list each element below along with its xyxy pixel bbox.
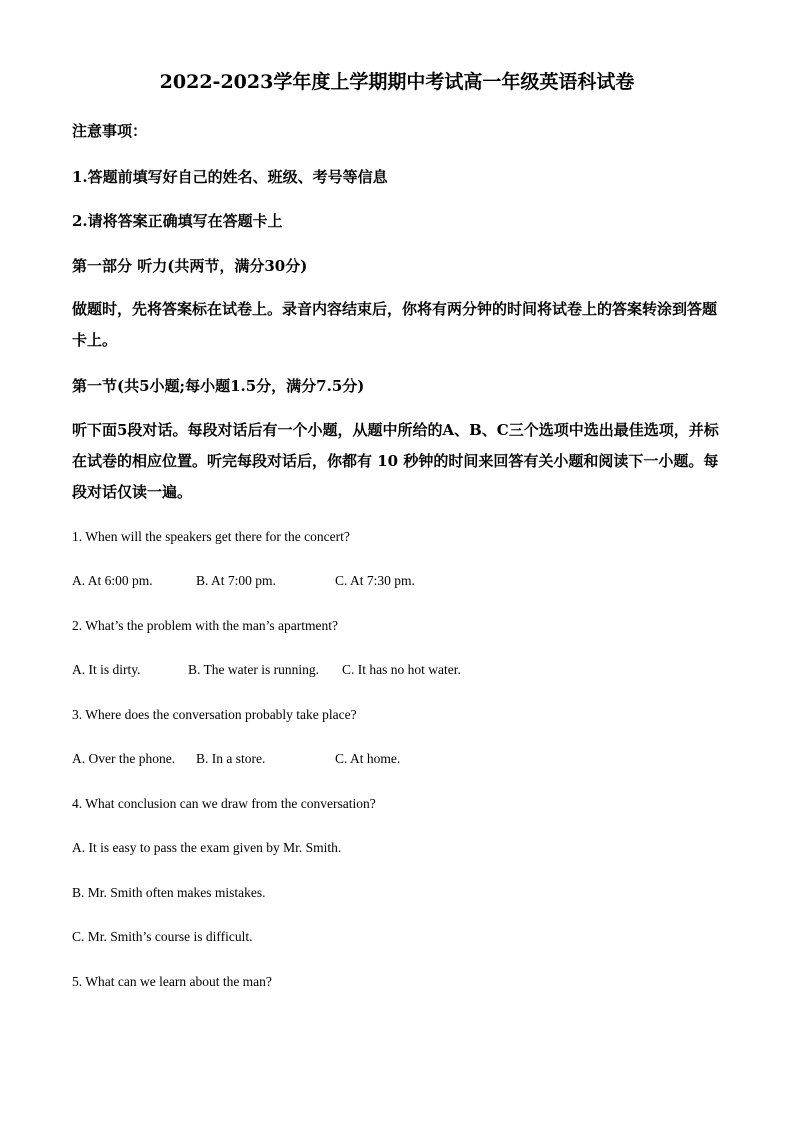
section1-heading: 第一节(共5小题;每小题1.5分，满分7.5分) xyxy=(72,377,365,395)
question-3-stem: 3. Where does the conversation probably take place? xyxy=(72,707,357,722)
notice-item-1: 1.答题前填写好自己的姓名、班级、考号等信息 xyxy=(72,168,388,186)
exam-title: 2022-2023学年度上学期期中考试高一年级英语科试卷 xyxy=(159,71,635,93)
question-3-option-b: B. In a store. xyxy=(196,751,266,766)
question-1-options xyxy=(72,572,472,590)
question-1-option-c: C. At 7:30 pm. xyxy=(335,573,415,588)
question-2-option-c: C. It has no hot water. xyxy=(342,662,461,677)
question-2-stem: 2. What’s the problem with the man’s apartment? xyxy=(72,618,338,633)
question-1-option-a: A. At 6:00 pm. xyxy=(72,573,153,588)
question-3-option-c: C. At home. xyxy=(335,751,401,766)
part1-heading: 第一部分 听力(共两节，满分30分) xyxy=(72,257,308,275)
part1-instructions: 做题时，先将答案标在试卷上。录音内容结束后，你将有两分钟的时间将试卷上的答案转涂到答题卡上。 xyxy=(72,300,718,349)
question-1-stem: 1. When will the speakers get there for the concert? xyxy=(72,529,350,544)
section1-instructions: 听下面5段对话。每段对话后有一个小题，从题中所给的A、B、C三个选项中选出最佳选项，并标在试卷的相应位置。听完每段对话后，你都有 10 秒钟的时间来回答有关小题和阅读下一小题。每段对话仅读一遍。 xyxy=(72,421,719,501)
question-4-option-a: A. It is easy to pass the exam given by Mr. Smith. xyxy=(72,840,342,855)
question-4-option-b: B. Mr. Smith often makes mistakes. xyxy=(72,885,266,900)
question-2-option-a: A. It is dirty. xyxy=(72,662,141,677)
question-3-option-a: A. Over the phone. xyxy=(72,751,176,766)
question-2-option-b: B. The water is running. xyxy=(188,662,319,677)
question-3-options xyxy=(72,750,432,768)
notice-item-2: 2.请将答案正确填写在答题卡上 xyxy=(72,212,283,230)
question-5-stem: 5. What can we learn about the man? xyxy=(72,974,272,989)
question-1-option-b: B. At 7:00 pm. xyxy=(196,573,276,588)
notice-heading: 注意事项： xyxy=(72,122,148,140)
question-2-options xyxy=(72,661,492,679)
question-4-option-c: C. Mr. Smith’s course is difficult. xyxy=(72,929,253,944)
question-4-stem: 4. What conclusion can we draw from the conversation? xyxy=(72,796,376,811)
